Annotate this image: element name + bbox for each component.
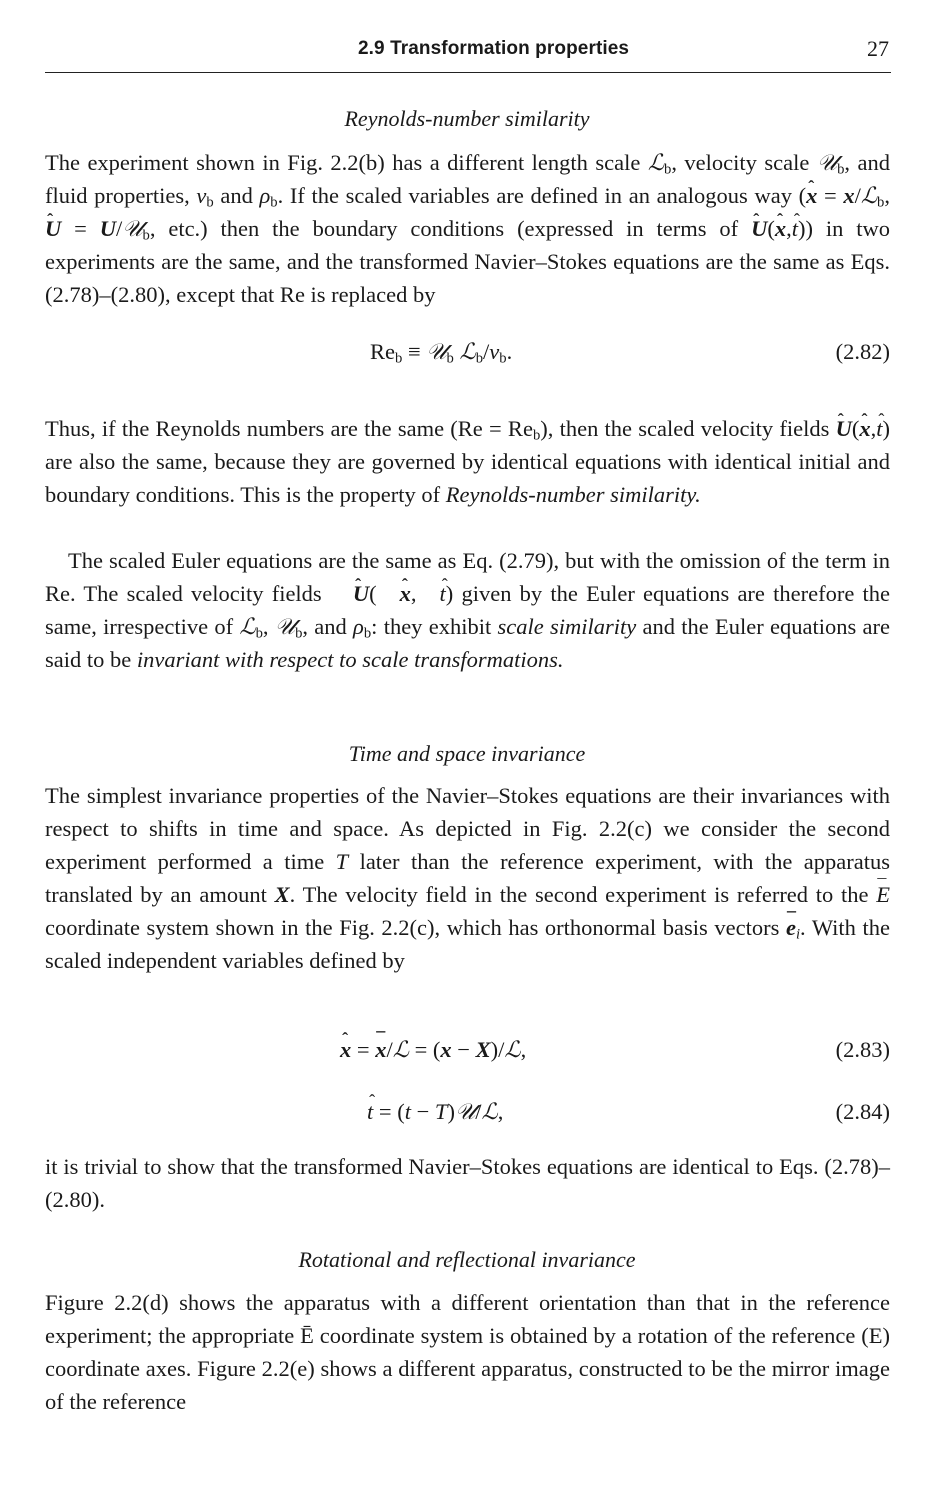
equation-2-83: ˆ x = ¯ x/ℒ = (x − X)/ℒ, (2.83) <box>45 1037 890 1071</box>
paragraph-reynolds-similarity: Thus, if the Reynolds numbers are the same $(Re = Re_b)$, then the scaled velocity fields ˆ U(ˆ x,ˆ t) are also the same, because they are governed by identical equations with identical initial and boundary conditions. This is the property of Reynolds-number similarity. <box>45 412 890 511</box>
paragraph-euler: The scaled Euler equations are the same as Eq. (2.79), but with the omission of the term in Re. The scaled velocity fields ˆ U(ˆ x,ˆ t) given by the Euler equations are therefore the same, irrespective of ℒ$_b$, 𝒰$_b$, and $\rho_b$: they exhibit scale similarity and the Euler equations are said to be invariant with respect to scale transformations. <box>45 544 890 676</box>
equation-number: (2.82) <box>835 339 890 364</box>
paragraph-reynolds: The experiment shown in Fig. 2.2(b) has a different length scale ℒ$_b$, velocity scale 𝒰$_b$, and fluid properties, $\nu_b$ and $\rho_b$. If the scaled variables are defined in an analogous way (ˆ x = x/ℒ$_b$, ˆ U = U/𝒰$_b$, etc.) then the boundary conditions (expressed in terms of ˆ U(ˆ x,ˆ t)) in two experiments are the same, and the transformed Navier–Stokes equations are the same as Eqs. (2.78)–(2.80), except that Re is replaced by <box>45 146 890 311</box>
section-title-time-space: Time and space invariance <box>348 741 586 766</box>
paragraph-reynolds-end: except that Re is replaced by <box>176 282 436 307</box>
equation-2-82: $Re_b$ ≡ 𝒰$_b$ $ℒ_b/\nu_b$. (2.82) <box>370 339 890 367</box>
paragraph-transformed-ns: it is trivial to show that the transformed Navier–Stokes equations are identical to Eqs. (2.78)–(2.80). <box>45 1154 890 1212</box>
page-header <box>45 36 891 73</box>
paragraph-time-space: The simplest invariance properties of the Navier–Stokes equations are their invariances with respect to shifts in time and space. As depicted in Fig. 2.2(c) we consider the second experiment performed a time T later than the reference experiment, with the apparatus translated by an amount X. The velocity field in the second experiment is referred to the ¯ E coordinate system shown in the Fig. 2.2(c), which has orthonormal basis vectors ¯ $e_i$. With the scaled independent variables defined by <box>45 779 890 977</box>
section-title-reynolds: Reynolds-number similarity <box>344 106 590 131</box>
running-head: 2.9 Transformation properties <box>358 38 630 59</box>
equation-number: (2.84) <box>835 1099 890 1124</box>
equation-2-84: ˆ t = (t − T)𝒰/ℒ, (2.84) <box>45 1099 890 1133</box>
paragraph-rotational: Figure 2.2(d) shows the apparatus with a different orientation than that in the reference experiment; the appropriate Ē coordinate system is obtained by a rotation of the reference (E) coordinate axes. Figure 2.2(e) shows a different apparatus, constructed to be the mirror image of the reference <box>45 1290 890 1414</box>
page-number: 27 <box>867 36 889 61</box>
equation-number: (2.83) <box>835 1037 890 1062</box>
section-title-rotational: Rotational and reflectional invariance <box>298 1247 636 1272</box>
